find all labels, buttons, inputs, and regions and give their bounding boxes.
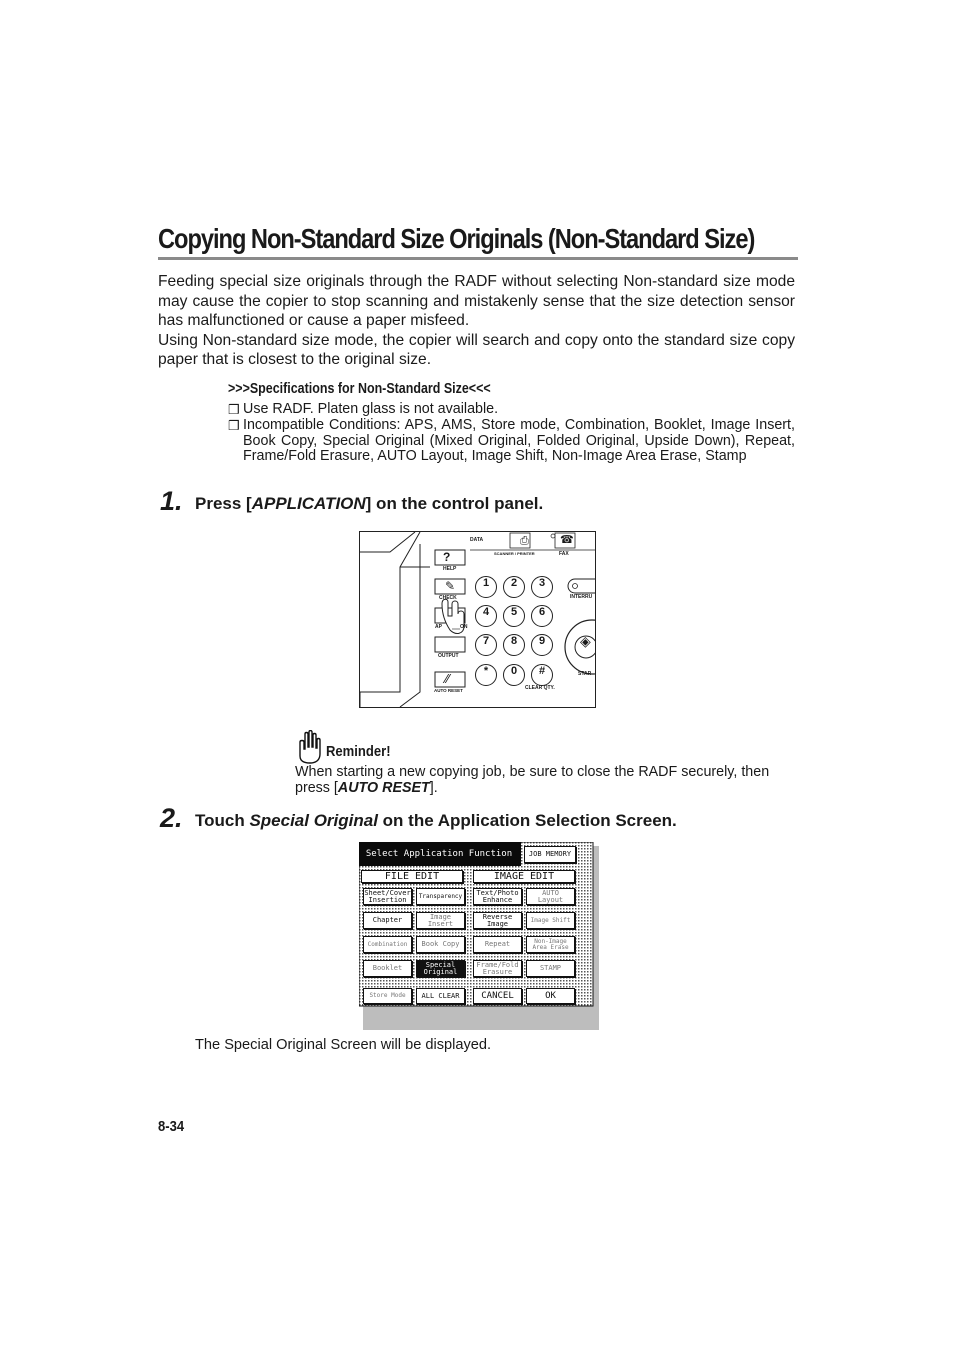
cancel-button[interactable]: CANCEL — [473, 988, 522, 1004]
job-memory-button[interactable]: JOB MEMORY — [524, 846, 576, 863]
hand-icon — [296, 730, 324, 764]
intro-paragraph-1: Feeding special size originals through the RADF without selecting Non-standard size mode may cause the copier to stop scanning and mistakenly sense that the size detection sensor has malfunctioned or cause a paper misfeed. — [158, 273, 795, 329]
keypad-key[interactable]: 4 — [475, 605, 497, 627]
frame-fold-erasure-button[interactable]: Frame/Fold Erasure — [473, 960, 522, 977]
step-1-instruction: Press [APPLICATION] on the control panel. — [195, 494, 544, 513]
image-edit-tab[interactable]: IMAGE EDIT — [473, 870, 575, 883]
application-selection-screen — [359, 842, 599, 1030]
keypad-key[interactable]: # — [531, 664, 553, 686]
check-label: CHECK — [439, 595, 457, 601]
stamp-button[interactable]: STAMP — [526, 960, 575, 977]
screen-header: Select Application Function — [361, 845, 517, 863]
repeat-button[interactable]: Repeat — [473, 936, 522, 953]
ok-button[interactable]: OK — [526, 988, 575, 1004]
reminder-title: Reminder! — [326, 744, 391, 760]
keypad-key[interactable]: 7 — [475, 634, 497, 656]
keypad-key[interactable]: 8 — [503, 634, 525, 656]
store-mode-button[interactable]: Store Mode — [363, 988, 412, 1004]
interrupt-label: INTERRU — [570, 594, 593, 600]
transparency-button[interactable]: Transparency — [416, 888, 465, 905]
check-icon: ✎ — [445, 579, 456, 593]
step-1-number: 1. — [160, 486, 183, 516]
keypad-key[interactable]: 2 — [503, 576, 525, 598]
non-image-area-erase-button[interactable]: Non-Image Area Erase — [526, 936, 575, 953]
reminder-text: When starting a new copying job, be sure to close the RADF securely, then press [AUTO RESET]. — [295, 764, 770, 796]
reverse-image-button[interactable]: Reverse Image — [473, 912, 522, 929]
checkbox-bullet-icon: ❒ — [228, 417, 240, 433]
start-label: STAR — [578, 671, 592, 677]
keypad-key[interactable]: * — [475, 664, 497, 686]
page-number: 8-34 — [158, 1119, 185, 1135]
image-shift-button[interactable]: Image Shift — [526, 912, 575, 929]
combination-button[interactable]: Combination — [363, 936, 412, 953]
keypad-key[interactable]: 5 — [503, 605, 525, 627]
intro-paragraph-2: Using Non-standard size mode, the copier will search and copy onto the standard size copy paper that is closest to the original size. — [158, 331, 795, 368]
keypad-key[interactable]: 9 — [531, 634, 553, 656]
application-label-left: AP — [435, 624, 442, 630]
spec-item: ❒ Use RADF. Platen glass is not available. — [228, 401, 499, 417]
booklet-button[interactable]: Booklet — [363, 960, 412, 977]
step-2-number: 2. — [160, 803, 183, 833]
image-insert-button[interactable]: Image Insert — [416, 912, 465, 929]
auto-reset-label: AUTO RESET — [434, 688, 463, 693]
data-label: DATA — [470, 537, 484, 543]
help-label: HELP — [443, 566, 457, 572]
auto-reset-icon: ⁄⁄ — [445, 672, 450, 686]
all-clear-button[interactable]: ALL CLEAR — [416, 988, 465, 1004]
keypad-key[interactable]: 1 — [475, 576, 497, 598]
specs-heading: >>>Specifications for Non-Standard Size<<< — [228, 381, 491, 397]
keypad-key[interactable]: 0 — [503, 664, 525, 686]
scanner-printer-icon: ⎙ — [520, 534, 529, 547]
checkbox-bullet-icon: ❒ — [228, 402, 240, 417]
keypad-key[interactable]: 6 — [531, 605, 553, 627]
title-divider — [158, 257, 798, 260]
page-title: Copying Non-Standard Size Originals (Non-Standard Size) — [158, 223, 755, 254]
keypad-key[interactable]: 3 — [531, 576, 553, 598]
text-photo-enhance-button[interactable]: Text/Photo Enhance — [473, 888, 522, 905]
sheet-cover-insertion-button[interactable]: Sheet/Cover Insertion — [364, 888, 411, 904]
output-label: OUTPUT — [438, 653, 459, 659]
help-icon: ? — [443, 550, 451, 564]
control-panel-illustration — [359, 531, 596, 708]
scanner-printer-label: SCANNER / PRINTER — [494, 551, 535, 556]
application-label-right: ON — [460, 624, 468, 630]
clear-qty-label: CLEAR QTY. — [525, 685, 555, 691]
chapter-button[interactable]: Chapter — [363, 912, 412, 929]
book-copy-button[interactable]: Book Copy — [416, 936, 465, 953]
special-original-button[interactable]: Special Original — [416, 960, 465, 977]
start-icon: ◈ — [580, 634, 591, 650]
specs-list — [228, 402, 795, 465]
caption: The Special Original Screen will be displayed. — [195, 1037, 492, 1053]
file-edit-tab[interactable]: FILE EDIT — [361, 870, 463, 883]
step-2-instruction: Touch Special Original on the Application Selection Screen. — [195, 811, 677, 830]
intro-text — [158, 272, 795, 370]
spec-item: ❒ Incompatible Conditions: APS, AMS, Store mode, Combination, Booklet, Image Insert, Book Copy, Special Original (Mixed Original, Folded Original, Upside Down), Repeat, Frame/Fold Erasure, AUTO Layout, Image Shift, Non-Image Area Erase, Stamp — [228, 416, 795, 465]
auto-layout-button[interactable]: AUTO Layout — [526, 888, 575, 905]
fax-label: FAX — [559, 551, 569, 557]
fax-icon: ☎ — [560, 533, 574, 546]
